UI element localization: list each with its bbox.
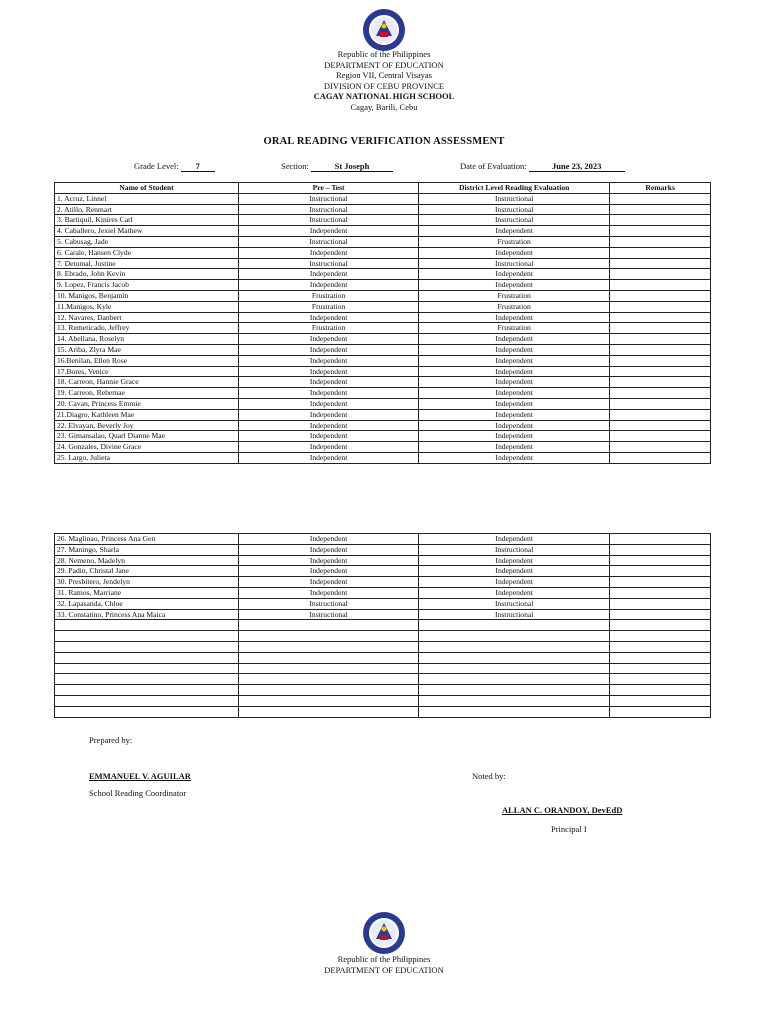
remarks-cell: [610, 377, 711, 388]
student-name-cell: [55, 685, 239, 696]
school-address: Cagay, Barili, Cebu: [350, 101, 418, 112]
student-name-cell: 13. Remeticado, Jeffrey: [55, 323, 239, 334]
district-evaluation-cell: Independent: [419, 420, 610, 431]
district-evaluation-cell: [419, 674, 610, 685]
table-row: [55, 388, 711, 399]
section-field: [281, 161, 393, 172]
pretest-cell: Instructional: [239, 598, 419, 609]
student-name-cell: 19. Carreon, Rebemae: [55, 388, 239, 399]
student-name-cell: 15. Ariba, Zlyra Mae: [55, 344, 239, 355]
remarks-cell: [610, 706, 711, 717]
table-row: [55, 685, 711, 696]
school-name: CAGAY NATIONAL HIGH SCHOOL: [313, 91, 455, 101]
deped-seal-icon: [362, 8, 406, 52]
table-row: [55, 366, 711, 377]
remarks-cell: [610, 226, 711, 237]
table-row: [55, 247, 711, 258]
district-evaluation-cell: Independent: [419, 566, 610, 577]
district-evaluation-cell: Independent: [419, 587, 610, 598]
table-row: [55, 215, 711, 226]
remarks-cell: [610, 609, 711, 620]
deped-seal-footer-icon: [362, 911, 406, 955]
student-name-cell: 11.Manigos, Kyle: [55, 301, 239, 312]
pretest-cell: [239, 631, 419, 642]
grade-level-field: [134, 161, 215, 172]
student-name-cell: 8. Ebrado, John Kevin: [55, 269, 239, 280]
remarks-cell: [610, 344, 711, 355]
student-name-cell: 2. Atillo, Renmart: [55, 204, 239, 215]
remarks-cell: [610, 652, 711, 663]
table-row: [55, 420, 711, 431]
pretest-cell: Independent: [239, 544, 419, 555]
table-row: [55, 226, 711, 237]
pretest-cell: [239, 706, 419, 717]
table-row: [55, 377, 711, 388]
pretest-cell: Independent: [239, 366, 419, 377]
date-value: June 23, 2023: [529, 161, 625, 172]
pretest-cell: Independent: [239, 398, 419, 409]
table-row: [55, 398, 711, 409]
student-name-cell: 20. Cavan, Princess Emmie: [55, 398, 239, 409]
pretest-cell: Instructional: [239, 609, 419, 620]
district-evaluation-cell: [419, 663, 610, 674]
division-text: DIVISION OF CEBU PROVINCE: [323, 80, 445, 91]
table-row: [55, 706, 711, 717]
district-evaluation-cell: Independent: [419, 280, 610, 291]
prepared-by-name: EMMANUEL V. AGUILAR: [89, 771, 191, 781]
district-evaluation-cell: Independent: [419, 388, 610, 399]
district-evaluation-cell: Independent: [419, 534, 610, 545]
table-row: [55, 587, 711, 598]
district-evaluation-cell: Independent: [419, 226, 610, 237]
district-evaluation-cell: Instructional: [419, 215, 610, 226]
letterhead: [0, 49, 768, 112]
remarks-cell: [610, 534, 711, 545]
header-pretest: Pre – Test: [239, 183, 419, 194]
table-row: [55, 631, 711, 642]
footer: [0, 954, 768, 975]
district-evaluation-cell: Frustration: [419, 301, 610, 312]
remarks-cell: [610, 398, 711, 409]
district-evaluation-cell: [419, 695, 610, 706]
remarks-cell: [610, 301, 711, 312]
remarks-cell: [610, 334, 711, 345]
remarks-cell: [610, 587, 711, 598]
district-evaluation-cell: [419, 641, 610, 652]
pretest-cell: Instructional: [239, 193, 419, 204]
pretest-cell: Independent: [239, 334, 419, 345]
pretest-cell: [239, 641, 419, 652]
department-text: DEPARTMENT OF EDUCATION: [324, 59, 444, 70]
remarks-cell: [610, 431, 711, 442]
pretest-cell: Independent: [239, 534, 419, 545]
student-name-cell: 30. Presbitero, Jendelyn: [55, 577, 239, 588]
remarks-cell: [610, 631, 711, 642]
pretest-cell: Frustration: [239, 301, 419, 312]
remarks-cell: [610, 280, 711, 291]
student-name-cell: 5. Cabusag, Jade: [55, 236, 239, 247]
district-evaluation-cell: Independent: [419, 366, 610, 377]
table-row: [55, 555, 711, 566]
table-header-row: [55, 183, 711, 194]
remarks-cell: [610, 555, 711, 566]
table-row: [55, 334, 711, 345]
student-name-cell: [55, 652, 239, 663]
grade-level-value: 7: [181, 161, 215, 172]
district-evaluation-cell: [419, 685, 610, 696]
table-row: [55, 695, 711, 706]
table-row: [55, 323, 711, 334]
student-name-cell: 3. Bartiquil, Kinires Carl: [55, 215, 239, 226]
table-row: [55, 193, 711, 204]
student-name-cell: 10. Manigos, Benjamin: [55, 290, 239, 301]
student-name-cell: [55, 674, 239, 685]
table-row: [55, 598, 711, 609]
pretest-cell: Independent: [239, 420, 419, 431]
district-evaluation-cell: Independent: [419, 247, 610, 258]
table-row: [55, 663, 711, 674]
noted-by-label: Noted by:: [472, 771, 506, 781]
student-name-cell: 31. Ramos, Marriane: [55, 587, 239, 598]
date-label: Date of Evaluation:: [460, 161, 527, 171]
district-evaluation-cell: Independent: [419, 452, 610, 463]
remarks-cell: [610, 366, 711, 377]
pretest-cell: Independent: [239, 587, 419, 598]
district-evaluation-cell: [419, 631, 610, 642]
district-evaluation-cell: Frustration: [419, 323, 610, 334]
student-name-cell: 7. Detumal, Justine: [55, 258, 239, 269]
table-row: [55, 577, 711, 588]
student-name-cell: 24. Gonzales, Divine Grace: [55, 442, 239, 453]
pretest-cell: Independent: [239, 566, 419, 577]
pretest-cell: Independent: [239, 388, 419, 399]
table-row: [55, 301, 711, 312]
document-title: ORAL READING VERIFICATION ASSESSMENT: [263, 136, 505, 147]
pretest-cell: Independent: [239, 452, 419, 463]
table-row: [55, 652, 711, 663]
table-row: [55, 409, 711, 420]
remarks-cell: [610, 193, 711, 204]
pretest-cell: [239, 620, 419, 631]
district-evaluation-cell: Instructional: [419, 544, 610, 555]
district-evaluation-cell: Independent: [419, 355, 610, 366]
pretest-cell: [239, 663, 419, 674]
table-body-page2: [55, 534, 711, 718]
district-evaluation-cell: Independent: [419, 377, 610, 388]
district-evaluation-cell: Independent: [419, 431, 610, 442]
student-name-cell: 17.Bores, Venice: [55, 366, 239, 377]
student-name-cell: 14. Abellana, Roselyn: [55, 334, 239, 345]
header-student-name: Name of Student: [55, 183, 239, 194]
remarks-cell: [610, 420, 711, 431]
remarks-cell: [610, 236, 711, 247]
district-evaluation-cell: Independent: [419, 344, 610, 355]
remarks-cell: [610, 355, 711, 366]
pretest-cell: Independent: [239, 280, 419, 291]
student-name-cell: [55, 706, 239, 717]
table-row: [55, 641, 711, 652]
section-label: Section:: [281, 161, 309, 171]
remarks-cell: [610, 452, 711, 463]
pretest-cell: [239, 695, 419, 706]
table-row: [55, 290, 711, 301]
section-value: St Joseph: [311, 161, 393, 172]
grade-level-label: Grade Level:: [134, 161, 179, 171]
district-evaluation-cell: [419, 652, 610, 663]
footer-republic-text: Republic of the Philippines: [337, 954, 431, 964]
remarks-cell: [610, 442, 711, 453]
remarks-cell: [610, 269, 711, 280]
pretest-cell: Independent: [239, 269, 419, 280]
student-name-cell: 28. Nemeno, Madelyn: [55, 555, 239, 566]
remarks-cell: [610, 674, 711, 685]
student-name-cell: 18. Carreon, Hannie Grace: [55, 377, 239, 388]
table-row: [55, 280, 711, 291]
student-name-cell: 23. Gimansalao, Quarl Dianne Mae: [55, 431, 239, 442]
student-name-cell: 12. Navares, Danbert: [55, 312, 239, 323]
pretest-cell: Instructional: [239, 204, 419, 215]
table-row: [55, 236, 711, 247]
pretest-cell: Independent: [239, 377, 419, 388]
student-name-cell: 25. Largo, Julieta: [55, 452, 239, 463]
district-evaluation-cell: Independent: [419, 334, 610, 345]
student-name-cell: [55, 695, 239, 706]
district-evaluation-cell: Independent: [419, 555, 610, 566]
remarks-cell: [610, 685, 711, 696]
student-name-cell: [55, 631, 239, 642]
remarks-cell: [610, 215, 711, 226]
district-evaluation-cell: Independent: [419, 577, 610, 588]
table-row: [55, 355, 711, 366]
remarks-cell: [610, 544, 711, 555]
student-name-cell: 6. Carale, Hansen Clyde: [55, 247, 239, 258]
prepared-by-label: Prepared by:: [89, 735, 133, 745]
district-evaluation-cell: Independent: [419, 312, 610, 323]
district-evaluation-cell: Instructional: [419, 193, 610, 204]
district-evaluation-cell: Instructional: [419, 598, 610, 609]
pretest-cell: Independent: [239, 442, 419, 453]
pretest-cell: Instructional: [239, 215, 419, 226]
remarks-cell: [610, 598, 711, 609]
table-row: [55, 269, 711, 280]
remarks-cell: [610, 247, 711, 258]
district-evaluation-cell: Independent: [419, 269, 610, 280]
student-name-cell: 21.Diagro, Kathleen Mae: [55, 409, 239, 420]
district-evaluation-cell: Independent: [419, 442, 610, 453]
date-field: [460, 161, 625, 172]
pretest-cell: Instructional: [239, 236, 419, 247]
remarks-cell: [610, 577, 711, 588]
remarks-cell: [610, 566, 711, 577]
student-name-cell: 9. Lopez, Francis Jacob: [55, 280, 239, 291]
republic-text: Republic of the Philippines: [337, 49, 431, 59]
remarks-cell: [610, 258, 711, 269]
student-name-cell: [55, 641, 239, 652]
pretest-cell: Frustration: [239, 323, 419, 334]
noted-by-title: Principal I: [551, 824, 587, 834]
student-name-cell: 16.Benilan, Ellen Rose: [55, 355, 239, 366]
pretest-cell: Independent: [239, 355, 419, 366]
remarks-cell: [610, 290, 711, 301]
district-evaluation-cell: Independent: [419, 409, 610, 420]
remarks-cell: [610, 620, 711, 631]
district-evaluation-cell: [419, 706, 610, 717]
pretest-cell: [239, 652, 419, 663]
pretest-cell: Independent: [239, 555, 419, 566]
district-evaluation-cell: [419, 620, 610, 631]
student-name-cell: 22. Elvayan, Beverly Joy: [55, 420, 239, 431]
prepared-by-title: School Reading Coordinator: [89, 788, 187, 798]
table-row: [55, 452, 711, 463]
district-evaluation-cell: Independent: [419, 398, 610, 409]
header-district-evaluation: District Level Reading Evaluation: [419, 183, 610, 194]
remarks-cell: [610, 663, 711, 674]
table-row: [55, 566, 711, 577]
table-row: [55, 312, 711, 323]
remarks-cell: [610, 641, 711, 652]
header-remarks: Remarks: [610, 183, 711, 194]
pretest-cell: Instructional: [239, 258, 419, 269]
student-name-cell: [55, 620, 239, 631]
table-row: [55, 534, 711, 545]
student-name-cell: 27. Maningo, Sharla: [55, 544, 239, 555]
remarks-cell: [610, 409, 711, 420]
student-name-cell: [55, 663, 239, 674]
reading-table-page1: [54, 182, 711, 464]
pretest-cell: [239, 674, 419, 685]
pretest-cell: Independent: [239, 431, 419, 442]
student-name-cell: 29. Padin, Christal Jane: [55, 566, 239, 577]
table-row: [55, 204, 711, 215]
remarks-cell: [610, 323, 711, 334]
region-text: Region VII, Central Visayas: [336, 70, 432, 80]
table-row: [55, 620, 711, 631]
pretest-cell: Independent: [239, 312, 419, 323]
table-body-page1: [55, 193, 711, 463]
student-name-cell: 26. Maglinao, Princess Ana Gen: [55, 534, 239, 545]
table-row: [55, 258, 711, 269]
remarks-cell: [610, 312, 711, 323]
table-row: [55, 442, 711, 453]
pretest-cell: Independent: [239, 344, 419, 355]
table-row: [55, 674, 711, 685]
district-evaluation-cell: Frustration: [419, 290, 610, 301]
remarks-cell: [610, 388, 711, 399]
table-row: [55, 609, 711, 620]
pretest-cell: Independent: [239, 577, 419, 588]
student-name-cell: 32. Lapasanda, Chloe: [55, 598, 239, 609]
pretest-cell: Independent: [239, 247, 419, 258]
pretest-cell: Frustration: [239, 290, 419, 301]
remarks-cell: [610, 204, 711, 215]
table-row: [55, 431, 711, 442]
district-evaluation-cell: Frustration: [419, 236, 610, 247]
student-name-cell: 1. Acruz, Linnel: [55, 193, 239, 204]
remarks-cell: [610, 695, 711, 706]
pretest-cell: Independent: [239, 409, 419, 420]
table-row: [55, 544, 711, 555]
pretest-cell: Independent: [239, 226, 419, 237]
footer-department-text: DEPARTMENT OF EDUCATION: [324, 964, 444, 975]
student-name-cell: 33. Constatino, Princess Ana Maica: [55, 609, 239, 620]
table-row: [55, 344, 711, 355]
pretest-cell: [239, 685, 419, 696]
district-evaluation-cell: Instructional: [419, 609, 610, 620]
noted-by-name: ALLAN C. ORANDOY, DevEdD: [502, 805, 623, 815]
district-evaluation-cell: Instructional: [419, 258, 610, 269]
reading-table-page2: [54, 533, 711, 718]
district-evaluation-cell: Instructional: [419, 204, 610, 215]
student-name-cell: 4. Caballero, Jexiel Mathew: [55, 226, 239, 237]
